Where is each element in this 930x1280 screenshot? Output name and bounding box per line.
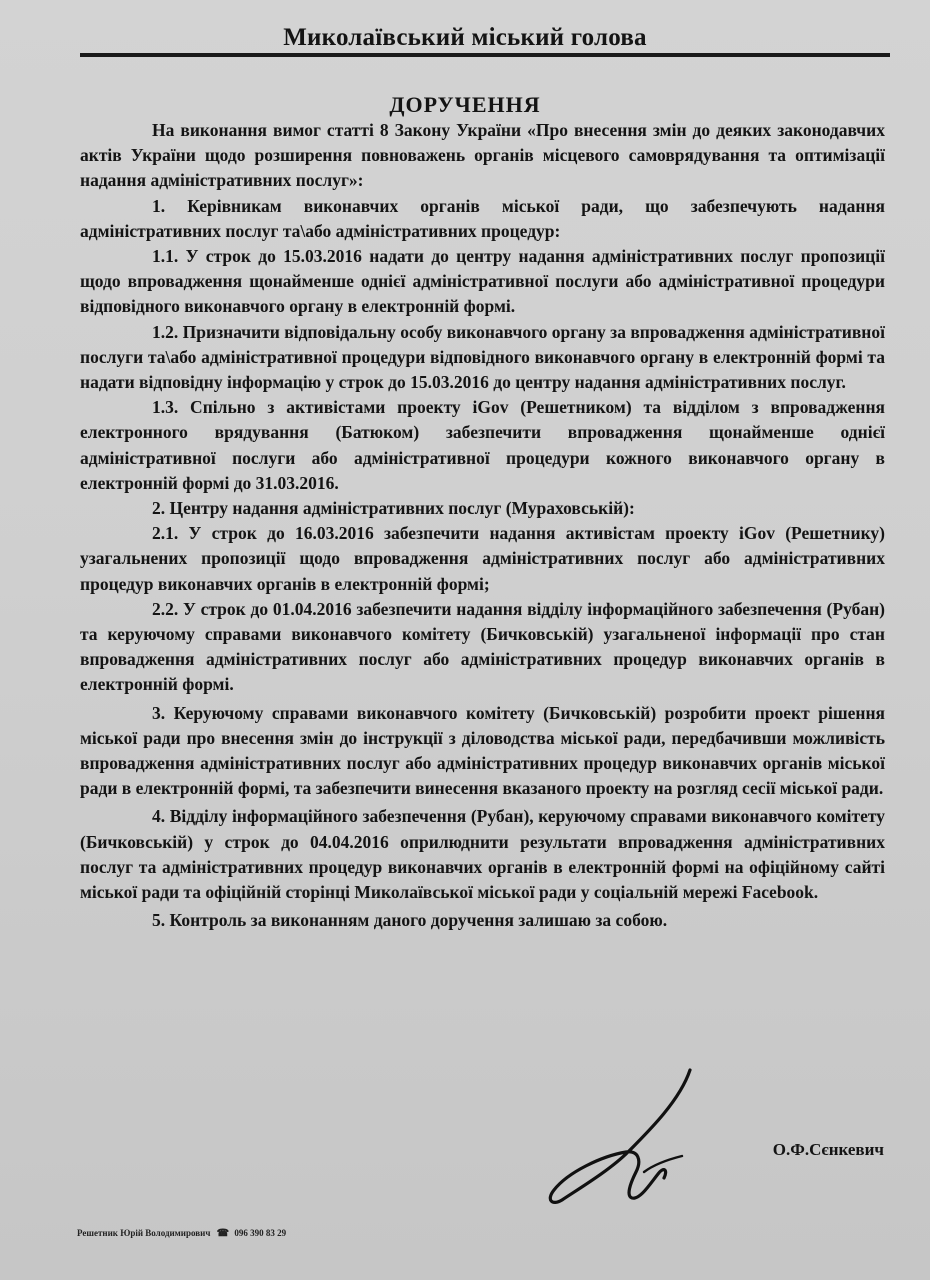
paragraph-5: 5. Контроль за виконанням даного доручення залишаю за собою. bbox=[152, 910, 668, 931]
footer-author: Решетник Юрій Володимирович bbox=[77, 1228, 211, 1238]
paragraph-1-1: 1.1. У строк до 15.03.2016 надати до центру надання адміністративних послуг пропозиції щодо впровадження щонайменше однієї адміністративної послуги або адміністративної процедури відповідного виконавчого органу в електронній формі. bbox=[80, 246, 885, 317]
paragraph-2: 2. Центру надання адміністративних послуг (Мураховській): bbox=[152, 498, 635, 519]
handwritten-signature bbox=[540, 1060, 710, 1210]
phone-icon: ☎ bbox=[216, 1228, 230, 1239]
paragraph-2-2: 2.2. У строк до 01.04.2016 забезпечити надання відділу інформаційного забезпечення (Рубан) та керуючому справами виконавчого комітету (Бичковській) узагальненої інформації про стан впровадження адміністративних послуг або адміністративних процедур виконавчих органів в електронній формі. bbox=[80, 598, 885, 695]
document-title: ДОРУЧЕННЯ bbox=[389, 92, 541, 117]
paragraph-1-3: 1.3. Спільно з активістами проекту iGov (Решетником) та відділом з впровадження електронного врядування (Батюком) забезпечити впровадження щонайменше однієї адміністративної послуги або адміністративної процедури кожного виконавчого органу в електронній формі до 31.03.2016. bbox=[80, 397, 885, 493]
paragraph-1-2: 1.2. Призначити відповідальну особу виконавчого органу за впровадження адміністративної послуги та\або адміністративної процедури відповідного виконавчого органу в електронній формі та надати відповідну інформацію у строк до 15.03.2016 до центру надання адміністративних послуг. bbox=[80, 321, 885, 393]
footer-contact bbox=[77, 1228, 286, 1239]
signer-name: О.Ф.Сєнкевич bbox=[772, 1140, 884, 1159]
paragraph-1: 1. Керівникам виконавчих органів міської ради, що забезпечують надання адміністративних послуг та\або адміністративних процедур: bbox=[80, 195, 885, 241]
footer-phone: 096 390 83 29 bbox=[234, 1228, 287, 1238]
paragraph-4: 4. Відділу інформаційного забезпечення (Рубан), керуючому справами виконавчого комітету (Бичковській) у строк до 04.04.2016 оприлюднити результати впровадження адміністративних послуг та адміністративних процедур виконавчих органів в електронній формі на офіційному сайті міської ради та офіційній сторінці Миколаївської міської ради у соціальній мережі Facebook. bbox=[80, 806, 885, 903]
header-title: Миколаївський міський голова bbox=[283, 24, 647, 51]
header-rule bbox=[80, 53, 890, 57]
paragraph-2-1: 2.1. У строк до 16.03.2016 забезпечити надання активістам проекту iGov (Решетнику) узагальнених пропозиції щодо впровадження адміністративних послуг або адміністративних процедур виконавчих органів в електронній формі; bbox=[80, 523, 885, 594]
paragraph-3: 3. Керуючому справами виконавчого комітету (Бичковській) розробити проект рішення міської ради про внесення змін до інструкції з діловодства міської ради, передбачивши можливість впровадження адміністративних послуг або адміністративних процедур виконавчих органів міської ради в електронній формі, та забезпечити винесення вказаного проекту на розгляд сесії міської ради. bbox=[80, 702, 885, 799]
paragraph-intro: На виконання вимог статті 8 Закону України «Про внесення змін до деяких законодавчих актів України щодо розширення повноважень органів місцевого самоврядування та оптимізації надання адміністративних послуг»: bbox=[80, 120, 885, 191]
document-body bbox=[80, 118, 885, 934]
